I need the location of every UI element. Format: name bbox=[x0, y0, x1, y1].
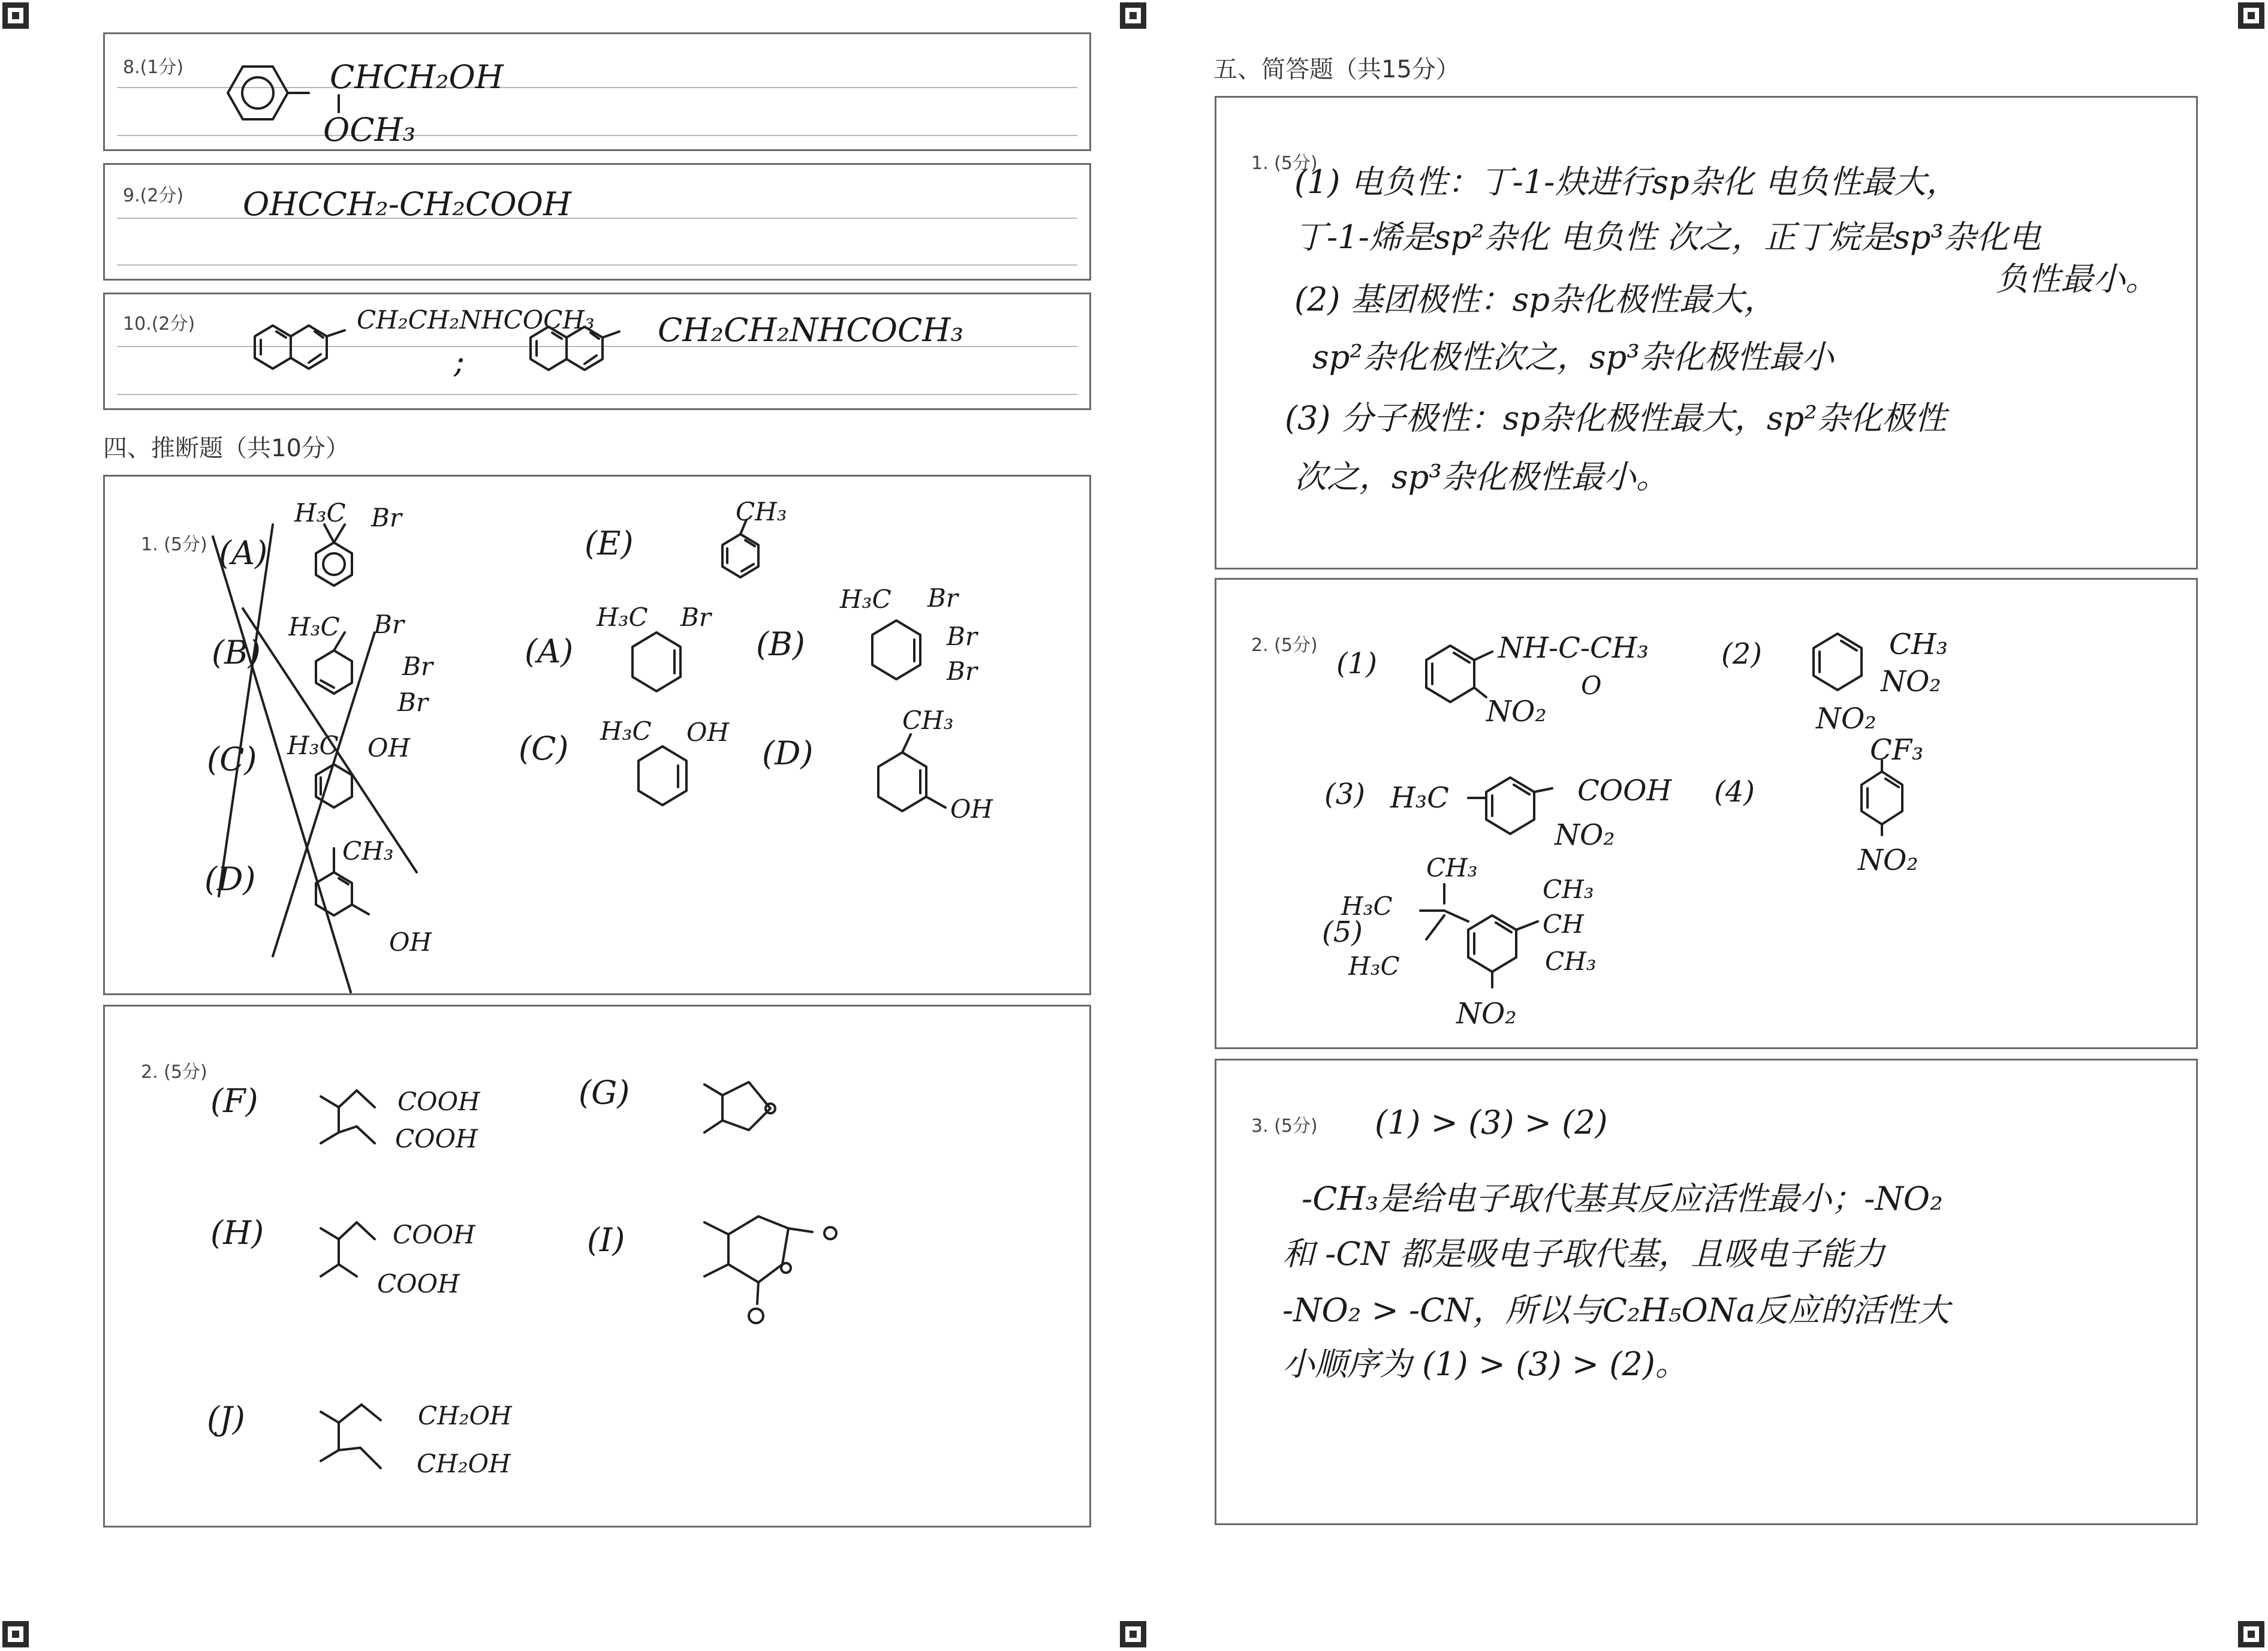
substituent-label: OH bbox=[368, 733, 411, 763]
question-label: 2. (5分) bbox=[1251, 635, 1318, 656]
nitrotoluene-drawing bbox=[1804, 622, 1876, 700]
substituent-label: Br bbox=[397, 688, 428, 717]
answer-line: 丁-1-烯是sp²杂化 电负性 次之，正丁烷是sp³杂化电 bbox=[1294, 218, 2041, 256]
substituent-label: H₃C bbox=[840, 585, 891, 614]
q10-right-substituent: CH₂CH₂NHCOCH₃ bbox=[658, 311, 964, 349]
answer-box-short-q2 bbox=[1215, 578, 2198, 1049]
answer-tag: (3) bbox=[1324, 778, 1365, 811]
substituent-label: CH₂OH bbox=[418, 1401, 512, 1430]
substituent-label: CH₃ bbox=[1889, 628, 1948, 661]
registration-mark-bottom-center bbox=[1120, 1621, 1146, 1647]
substituent-label: Br bbox=[927, 583, 958, 613]
substituent-label: H₃C bbox=[288, 612, 340, 641]
question-label: 9.(2分) bbox=[123, 185, 184, 206]
substituent-label: O bbox=[1581, 671, 1602, 700]
question-label: 2. (5分) bbox=[141, 1062, 207, 1083]
substituent-label: Br bbox=[947, 622, 977, 651]
substituent-label: H₃C bbox=[597, 602, 648, 632]
acetanilide-nitro-drawing bbox=[1408, 622, 1492, 712]
naphthalene-drawing bbox=[243, 306, 363, 390]
substituent-label: CF₃ bbox=[1870, 733, 1924, 767]
answer-tag: (5) bbox=[1322, 915, 1363, 949]
answer-line: 小顺序为 (1) > (3) > (2)。 bbox=[1282, 1345, 1688, 1383]
answer-line: 负性最小。 bbox=[1996, 260, 2158, 298]
answer-line: 次之，sp³杂化极性最小。 bbox=[1294, 458, 1668, 496]
substituent-label: NO₂ bbox=[1456, 997, 1517, 1031]
substituent-label: COOH bbox=[393, 1220, 475, 1249]
answer-box-q9 bbox=[103, 163, 1091, 281]
substituent-label: NO₂ bbox=[1858, 843, 1918, 877]
substituent-label: CH₃ bbox=[902, 706, 954, 735]
answer-tag-h: (H) bbox=[210, 1214, 264, 1252]
substituent-label: COOH bbox=[397, 1087, 480, 1116]
structure-i-drawing bbox=[698, 1198, 854, 1342]
answer-tag: (4) bbox=[1714, 775, 1755, 809]
cyclohexenol-drawing bbox=[621, 728, 704, 830]
answer-tag-f: (F) bbox=[210, 1082, 258, 1120]
cyclohexene-dibromide-drawing bbox=[615, 614, 698, 716]
substituent-label: Br bbox=[374, 610, 404, 639]
registration-mark-bottom-left bbox=[2, 1621, 29, 1647]
answer-tag-g: (G) bbox=[579, 1074, 630, 1111]
registration-mark-top-left bbox=[2, 2, 29, 29]
question-label: 3. (5分) bbox=[1251, 1116, 1318, 1137]
answer-tag-d: (D) bbox=[762, 734, 814, 772]
substituent-label: NO₂ bbox=[1881, 665, 1941, 698]
answer-tag-i: (I) bbox=[587, 1221, 625, 1259]
answer-box-inference-q2 bbox=[103, 1005, 1091, 1528]
section-title-inference: 四、推断题（共10分） bbox=[103, 435, 350, 462]
answer-line: -NO₂ > -CN，所以与C₂H₅ONa反应的活性大 bbox=[1282, 1291, 1950, 1329]
answer-tag-a: (A) bbox=[525, 632, 574, 670]
substituent-label: CH₃ bbox=[736, 497, 787, 526]
structure-j-drawing bbox=[309, 1390, 405, 1486]
substituent-label: H₃C bbox=[287, 731, 339, 760]
substituent-label: CH₃ bbox=[1545, 947, 1597, 976]
substituent-label: COOH bbox=[1577, 774, 1672, 808]
substituent-label: H₃C bbox=[600, 716, 652, 746]
nitro-trifluoromethyl-benzene-drawing bbox=[1840, 760, 1918, 849]
answer-tag-j: (J) bbox=[207, 1400, 245, 1438]
substituent-label: H₃C bbox=[1341, 891, 1393, 921]
answer-line: sp²杂化极性次之，sp³杂化极性最小 bbox=[1312, 338, 1834, 376]
answer-tag-crossed: (A) bbox=[219, 534, 268, 572]
registration-mark-bottom-right bbox=[2238, 1621, 2264, 1647]
methyl-cyclohexenol-drawing bbox=[860, 728, 956, 836]
question-label: 8.(1分) bbox=[123, 57, 184, 78]
benzene-ring-drawing bbox=[219, 53, 315, 137]
substituent-label: H₃C bbox=[294, 498, 346, 528]
answer-box-q8 bbox=[103, 32, 1091, 151]
toluene-drawing bbox=[710, 519, 782, 596]
answer-box-short-q1 bbox=[1215, 96, 2198, 570]
q8-line2: OCH₃ bbox=[323, 111, 416, 149]
substituent-label: OH bbox=[686, 718, 730, 747]
tribromo-cyclohexene-drawing bbox=[854, 602, 950, 704]
substituent-label: NO₂ bbox=[1486, 695, 1547, 728]
substituent-label: CH₃ bbox=[1426, 853, 1478, 882]
q10-left-substituent: CH₂CH₂NHCOCH₃ bbox=[357, 305, 595, 335]
substituent-label: Br bbox=[947, 656, 977, 686]
answer-box-short-q3 bbox=[1215, 1059, 2198, 1525]
answer-order: (1) > (3) > (2) bbox=[1375, 1104, 1608, 1141]
section-title-short-answer: 五、简答题（共15分） bbox=[1213, 56, 1460, 83]
answer-line: (2) 基团极性：sp杂化极性最大， bbox=[1294, 281, 1776, 318]
substituent-label: CH₃ bbox=[342, 836, 394, 866]
substituent-label: OH bbox=[950, 794, 993, 824]
structure-g-drawing bbox=[698, 1066, 806, 1156]
answer-line: 和 -CN 都是吸电子取代基，且吸电子能力 bbox=[1282, 1235, 1886, 1273]
substituent-label: COOH bbox=[395, 1124, 478, 1153]
answer-tag-c: (C) bbox=[519, 730, 569, 767]
question-label: 10.(2分) bbox=[123, 314, 195, 335]
answer-box-inference-q1 bbox=[103, 475, 1091, 995]
structure-f-drawing bbox=[309, 1072, 393, 1156]
substituent-label: H₃C bbox=[1348, 951, 1400, 981]
substituent-label: NH-C-CH₃ bbox=[1498, 631, 1649, 665]
answer-line: -CH₃是给电子取代基其反应活性最小；-NO₂ bbox=[1302, 1180, 1943, 1218]
answer-tag-b: (B) bbox=[756, 625, 805, 663]
question-label: 1. (5分) bbox=[1251, 153, 1318, 174]
substituent-label: H₃C bbox=[1390, 781, 1449, 815]
registration-mark-top-right bbox=[2238, 2, 2264, 29]
substituent-label: COOH bbox=[377, 1269, 460, 1298]
q8-line1: CHCH₂OH bbox=[330, 58, 504, 96]
q9-answer: OHCCH₂-CH₂COOH bbox=[243, 185, 571, 223]
substituent-label: Br bbox=[680, 602, 711, 632]
question-label: 1. (5分) bbox=[141, 534, 207, 555]
substituent-label: Br bbox=[402, 652, 433, 681]
answer-tag: (2) bbox=[1721, 637, 1762, 671]
substituent-label: Br bbox=[371, 503, 402, 532]
substituent-label: NO₂ bbox=[1816, 702, 1877, 736]
answer-line: (1) 电负性：丁-1-炔进行sp杂化 电负性最大， bbox=[1294, 163, 1959, 201]
answer-tag: (1) bbox=[1336, 647, 1377, 680]
substituent-label: CH bbox=[1543, 909, 1584, 939]
substituent-label: CH₃ bbox=[1543, 875, 1594, 904]
substituent-label: CH₂OH bbox=[417, 1449, 511, 1478]
q10-separator: ; bbox=[454, 342, 465, 380]
registration-mark-top-center bbox=[1120, 2, 1146, 29]
substituent-label: OH bbox=[389, 927, 432, 957]
answer-tag-crossed: (D) bbox=[204, 860, 256, 898]
naphthalene-drawing bbox=[519, 308, 638, 391]
answer-tag-e: (E) bbox=[585, 525, 634, 562]
answer-box-q10 bbox=[103, 293, 1091, 410]
substituent-label: NO₂ bbox=[1555, 818, 1615, 852]
answer-tag-crossed: (C) bbox=[207, 740, 257, 778]
crossed-out-structures-drawing bbox=[195, 501, 471, 980]
answer-line: (3) 分子极性：sp杂化极性最大，sp²杂化极性 bbox=[1285, 399, 1947, 437]
answer-tag-crossed: (B) bbox=[212, 634, 261, 671]
